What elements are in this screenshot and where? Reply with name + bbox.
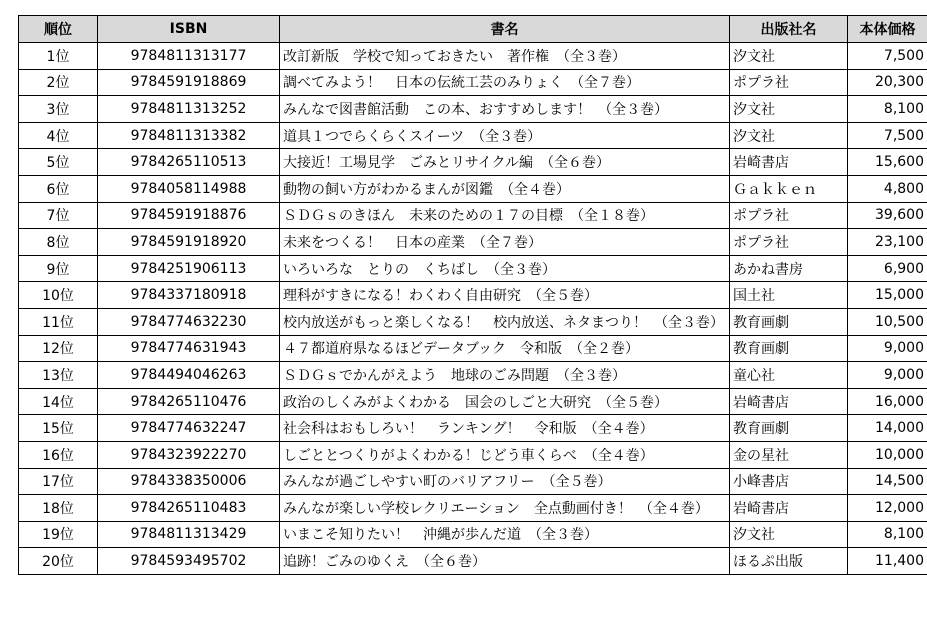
ranking-table-container	[18, 15, 927, 575]
cell-publisher: 汐文社	[730, 96, 848, 123]
cell-publisher: 汐文社	[730, 521, 848, 548]
cell-rank: 15位	[19, 415, 98, 442]
cell-publisher: 教育画劇	[730, 335, 848, 362]
cell-price: 39,600	[848, 202, 927, 229]
cell-rank: 10位	[19, 282, 98, 309]
cell-title: いろいろな とりの くちばし （全３巻）	[280, 255, 730, 282]
cell-title: 理科がすきになる！わくわく自由研究 （全５巻）	[280, 282, 730, 309]
cell-publisher: ポプラ社	[730, 202, 848, 229]
cell-isbn: 9784494046263	[98, 362, 280, 389]
table-row	[19, 69, 927, 96]
table-row	[19, 96, 927, 123]
cell-title: しごととつくりがよくわかる！じどう車くらべ （全４巻）	[280, 441, 730, 468]
cell-isbn: 9784323922270	[98, 441, 280, 468]
cell-price: 20,300	[848, 69, 927, 96]
header-price: 本体価格	[848, 16, 927, 43]
cell-price: 16,000	[848, 388, 927, 415]
cell-rank: 13位	[19, 362, 98, 389]
cell-rank: 17位	[19, 468, 98, 495]
cell-isbn: 9784774631943	[98, 335, 280, 362]
table-row	[19, 388, 927, 415]
cell-isbn: 9784811313252	[98, 96, 280, 123]
cell-rank: 9位	[19, 255, 98, 282]
cell-title: みんなが楽しい学校レクリエーション 全点動画付き！ （全４巻）	[280, 495, 730, 522]
cell-rank: 6位	[19, 175, 98, 202]
table-row	[19, 149, 927, 176]
cell-rank: 8位	[19, 229, 98, 256]
cell-publisher: 教育画劇	[730, 415, 848, 442]
cell-isbn: 9784591918876	[98, 202, 280, 229]
cell-rank: 20位	[19, 548, 98, 575]
cell-rank: 4位	[19, 122, 98, 149]
cell-title: ＳＤＧｓのきほん 未来のための１７の目標 （全１８巻）	[280, 202, 730, 229]
cell-rank: 19位	[19, 521, 98, 548]
cell-price: 8,100	[848, 521, 927, 548]
cell-title: ４７都道府県なるほどデータブック 令和版 （全２巻）	[280, 335, 730, 362]
cell-title: いまこそ知りたい！ 沖縄が歩んだ道 （全３巻）	[280, 521, 730, 548]
cell-publisher: 岩崎書店	[730, 388, 848, 415]
header-rank: 順位	[19, 16, 98, 43]
cell-price: 15,600	[848, 149, 927, 176]
cell-rank: 1位	[19, 43, 98, 70]
cell-title: 道具１つでらくらくスイーツ （全３巻）	[280, 122, 730, 149]
cell-price: 8,100	[848, 96, 927, 123]
cell-isbn: 9784265110513	[98, 149, 280, 176]
cell-publisher: 金の星社	[730, 441, 848, 468]
cell-publisher: 汐文社	[730, 43, 848, 70]
cell-title: 大接近！工場見学 ごみとリサイクル編 （全６巻）	[280, 149, 730, 176]
table-row	[19, 202, 927, 229]
header-publisher: 出版社名	[730, 16, 848, 43]
cell-isbn: 9784811313382	[98, 122, 280, 149]
table-row	[19, 43, 927, 70]
cell-price: 12,000	[848, 495, 927, 522]
table-row	[19, 308, 927, 335]
cell-isbn: 9784265110483	[98, 495, 280, 522]
cell-title: 政治のしくみがよくわかる 国会のしごと大研究 （全５巻）	[280, 388, 730, 415]
cell-price: 14,000	[848, 415, 927, 442]
cell-publisher: ポプラ社	[730, 229, 848, 256]
cell-isbn: 9784591918920	[98, 229, 280, 256]
cell-publisher: 教育画劇	[730, 308, 848, 335]
table-row	[19, 521, 927, 548]
table-row	[19, 255, 927, 282]
table-body	[19, 43, 927, 575]
cell-isbn: 9784591918869	[98, 69, 280, 96]
cell-publisher: ポプラ社	[730, 69, 848, 96]
cell-title: 動物の飼い方がわかるまんが図鑑 （全４巻）	[280, 175, 730, 202]
table-row	[19, 495, 927, 522]
cell-price: 4,800	[848, 175, 927, 202]
cell-publisher: 汐文社	[730, 122, 848, 149]
cell-title: 未来をつくる！ 日本の産業 （全７巻）	[280, 229, 730, 256]
cell-title: 追跡！ごみのゆくえ （全６巻）	[280, 548, 730, 575]
cell-price: 7,500	[848, 122, 927, 149]
cell-isbn: 9784811313177	[98, 43, 280, 70]
cell-price: 11,400	[848, 548, 927, 575]
cell-title: 校内放送がもっと楽しくなる！ 校内放送、ネタまつり！ （全３巻）	[280, 308, 730, 335]
cell-rank: 18位	[19, 495, 98, 522]
cell-publisher: 岩崎書店	[730, 495, 848, 522]
cell-rank: 12位	[19, 335, 98, 362]
cell-publisher: 岩崎書店	[730, 149, 848, 176]
cell-isbn: 9784774632230	[98, 308, 280, 335]
table-row	[19, 415, 927, 442]
cell-rank: 11位	[19, 308, 98, 335]
cell-price: 10,000	[848, 441, 927, 468]
cell-rank: 3位	[19, 96, 98, 123]
cell-price: 10,500	[848, 308, 927, 335]
cell-price: 9,000	[848, 362, 927, 389]
cell-title: 社会科はおもしろい！ ランキング！ 令和版 （全４巻）	[280, 415, 730, 442]
cell-rank: 5位	[19, 149, 98, 176]
cell-price: 23,100	[848, 229, 927, 256]
cell-title: 調べてみよう！ 日本の伝統工芸のみりょく （全７巻）	[280, 69, 730, 96]
cell-isbn: 9784058114988	[98, 175, 280, 202]
cell-isbn: 9784265110476	[98, 388, 280, 415]
header-title: 書名	[280, 16, 730, 43]
header-isbn: ISBN	[98, 16, 280, 43]
cell-rank: 16位	[19, 441, 98, 468]
book-ranking-table	[18, 15, 927, 575]
cell-rank: 7位	[19, 202, 98, 229]
cell-publisher: 童心社	[730, 362, 848, 389]
cell-publisher: 国土社	[730, 282, 848, 309]
cell-isbn: 9784774632247	[98, 415, 280, 442]
cell-isbn: 9784338350006	[98, 468, 280, 495]
table-row	[19, 548, 927, 575]
cell-title: 改訂新版 学校で知っておきたい 著作権 （全３巻）	[280, 43, 730, 70]
cell-title: ＳＤＧｓでかんがえよう 地球のごみ問題 （全３巻）	[280, 362, 730, 389]
table-row	[19, 122, 927, 149]
cell-isbn: 9784251906113	[98, 255, 280, 282]
cell-publisher: あかね書房	[730, 255, 848, 282]
cell-publisher: Ｇａｋｋｅｎ	[730, 175, 848, 202]
cell-publisher: 小峰書店	[730, 468, 848, 495]
cell-price: 15,000	[848, 282, 927, 309]
cell-isbn: 9784593495702	[98, 548, 280, 575]
cell-isbn: 9784811313429	[98, 521, 280, 548]
cell-price: 14,500	[848, 468, 927, 495]
table-row	[19, 362, 927, 389]
cell-price: 6,900	[848, 255, 927, 282]
table-row	[19, 175, 927, 202]
table-row	[19, 229, 927, 256]
cell-price: 9,000	[848, 335, 927, 362]
cell-rank: 14位	[19, 388, 98, 415]
table-row	[19, 282, 927, 309]
cell-isbn: 9784337180918	[98, 282, 280, 309]
cell-title: みんなが過ごしやすい町のバリアフリー （全５巻）	[280, 468, 730, 495]
table-header-row	[19, 16, 927, 43]
cell-rank: 2位	[19, 69, 98, 96]
cell-price: 7,500	[848, 43, 927, 70]
cell-publisher: ほるぷ出版	[730, 548, 848, 575]
table-row	[19, 441, 927, 468]
table-row	[19, 335, 927, 362]
cell-title: みんなで図書館活動 この本、おすすめします！ （全３巻）	[280, 96, 730, 123]
table-row	[19, 468, 927, 495]
